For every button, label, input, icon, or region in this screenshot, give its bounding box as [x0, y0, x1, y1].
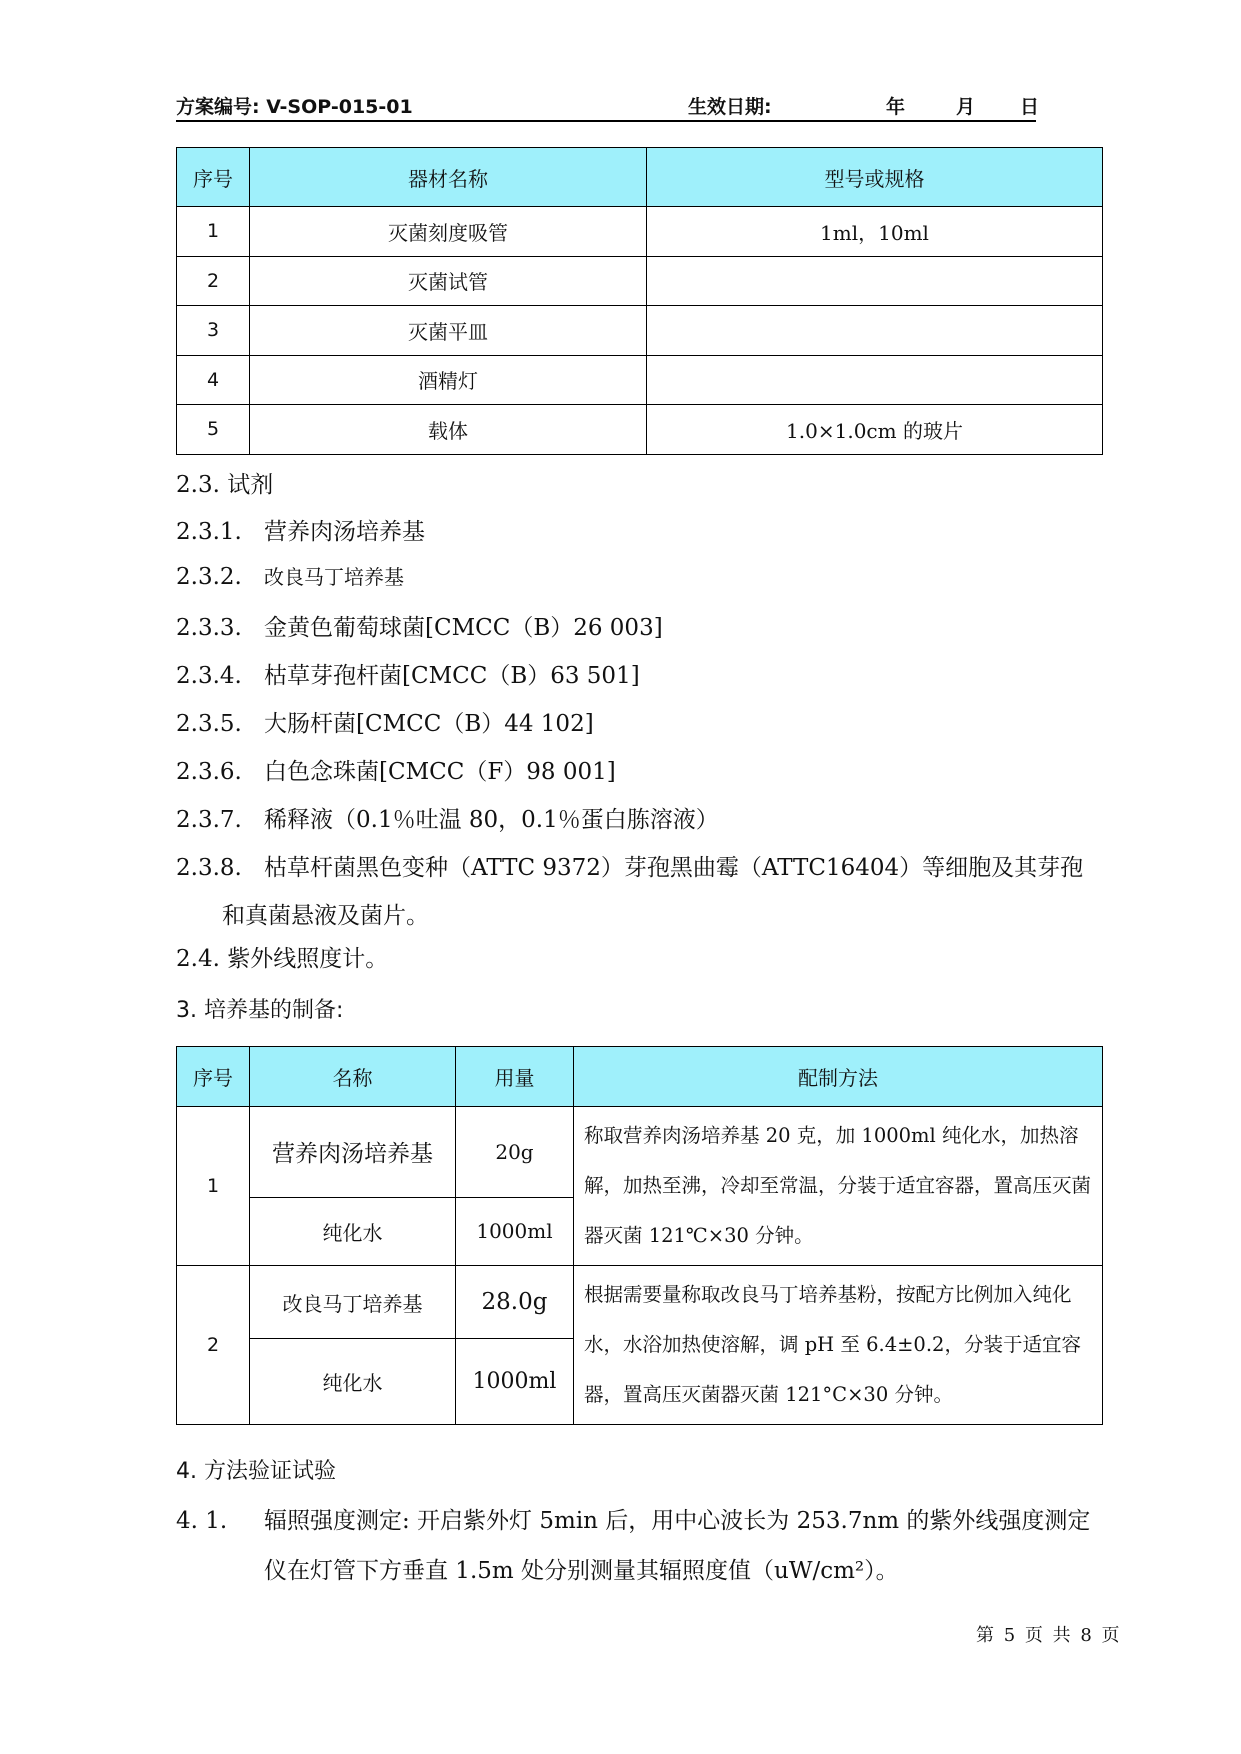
row-spec: 1.0×1.0cm 的玻片: [647, 405, 1103, 455]
row-no: 5: [177, 405, 250, 455]
item-number: 2.3.8.: [176, 855, 242, 881]
table-header-row: [177, 1047, 1103, 1107]
item-text: 枯草杆菌黑色变种（ATTC 9372）芽孢黑曲霉（ATTC16404）等细胞及其芽孢: [264, 855, 1084, 881]
row-name: 灭菌平皿: [250, 306, 647, 356]
col-header-spec: 型号或规格: [647, 148, 1103, 207]
row-no: 3: [177, 306, 250, 356]
list-item-continuation: 仪在灯管下方垂直 1.5m 处分别测量其辐照度值（uW/cm²）。: [264, 1558, 899, 1584]
section-3-title: 3. 培养基的制备:: [176, 998, 344, 1023]
item-number: 2.3.4.: [176, 663, 242, 689]
day-label: 日: [1020, 96, 1040, 118]
page-number: 第 5 页 共 8 页: [976, 1625, 1120, 1646]
item-number: 2.3.1.: [176, 519, 242, 545]
item-amount: 1000ml: [456, 1339, 574, 1425]
table-row: [177, 1266, 1103, 1339]
list-item: [176, 561, 404, 590]
col-header-name: 器材名称: [250, 148, 647, 207]
month-label: 月: [956, 96, 976, 118]
media-preparation-table: [176, 1046, 1103, 1425]
item-number: 2.3.5.: [176, 711, 242, 737]
col-header-method: 配制方法: [574, 1047, 1103, 1107]
item-amount: 28.0g: [456, 1266, 574, 1339]
item-name: 纯化水: [250, 1197, 456, 1265]
item-number: 2.3.3.: [176, 615, 242, 641]
col-header-no: 序号: [177, 148, 250, 207]
table-row: [177, 306, 1103, 356]
section-2-3-title: 2.3. 试剂: [176, 472, 274, 498]
item-text: 营养肉汤培养基: [264, 519, 425, 545]
item-name: 纯化水: [250, 1339, 456, 1425]
item-text: 辐照强度测定: 开启紫外灯 5min 后，用中心波长为 253.7nm 的紫外线强度测定: [264, 1508, 1091, 1534]
item-number: 2.3.6.: [176, 759, 242, 785]
item-number: 4. 1.: [176, 1508, 228, 1534]
item-text: 金黄色葡萄球菌[CMCC（B）26 003]: [264, 615, 663, 641]
list-item: [176, 801, 719, 834]
row-spec: 1ml，10ml: [647, 207, 1103, 257]
col-header-no: 序号: [177, 1047, 250, 1107]
list-item-continuation: 和真菌悬液及菌片。: [222, 903, 429, 929]
row-name: 灭菌刻度吸管: [250, 207, 647, 257]
group-no: 2: [177, 1266, 250, 1425]
item-text: 枯草芽孢杆菌[CMCC（B）63 501]: [264, 663, 640, 689]
table-row: [177, 355, 1103, 405]
group-no: 1: [177, 1107, 250, 1266]
row-no: 1: [177, 207, 250, 257]
row-name: 载体: [250, 405, 647, 455]
row-spec: [647, 256, 1103, 306]
section-2-4: 2.4. 紫外线照度计。: [176, 946, 389, 972]
row-name: 灭菌试管: [250, 256, 647, 306]
table-row: [177, 405, 1103, 455]
effective-date-label: 生效日期:: [688, 96, 772, 118]
row-spec: [647, 355, 1103, 405]
preparation-method: 根据需要量称取改良马丁培养基粉，按配方比例加入纯化水，水浴加热使溶解，调 pH 至 6.4±0.2，分装于适宜容器，置高压灭菌器灭菌 121°C×30 分钟。: [574, 1266, 1103, 1425]
list-item: [176, 849, 1083, 882]
item-text: 稀释液（0.1％吐温 80，0.1％蛋白胨溶液）: [264, 807, 719, 833]
section-4-title: 4. 方法验证试验: [176, 1459, 336, 1484]
col-header-amount: 用量: [456, 1047, 574, 1107]
col-header-name: 名称: [250, 1047, 456, 1107]
list-item: [176, 705, 594, 738]
item-number: 2.3.2.: [176, 564, 242, 590]
item-name: 营养肉汤培养基: [250, 1107, 456, 1198]
item-amount: 20g: [456, 1107, 574, 1198]
page-header: [176, 90, 1040, 122]
plan-number: 方案编号: V-SOP-015-01: [176, 96, 413, 118]
item-text: 白色念珠菌[CMCC（F）98 001]: [264, 759, 616, 785]
table-row: [177, 207, 1103, 257]
table-row: [177, 1107, 1103, 1198]
row-no: 2: [177, 256, 250, 306]
list-item: [176, 513, 425, 546]
row-name: 酒精灯: [250, 355, 647, 405]
item-number: 2.3.7.: [176, 807, 242, 833]
row-no: 4: [177, 355, 250, 405]
row-spec: [647, 306, 1103, 356]
list-item: [176, 609, 663, 642]
table-row: [177, 256, 1103, 306]
list-item: [176, 657, 640, 690]
list-item: [176, 753, 616, 786]
year-label: 年: [886, 96, 906, 118]
item-amount: 1000ml: [456, 1197, 574, 1265]
item-name: 改良马丁培养基: [250, 1266, 456, 1339]
item-text: 改良马丁培养基: [264, 565, 404, 589]
equipment-table: [176, 147, 1103, 455]
item-text: 大肠杆菌[CMCC（B）44 102]: [264, 711, 594, 737]
list-item: [176, 1502, 1090, 1535]
preparation-method: 称取营养肉汤培养基 20 克，加 1000ml 纯化水，加热溶解，加热至沸，冷却至常温，分装于适宜容器，置高压灭菌器灭菌 121℃×30 分钟。: [574, 1107, 1103, 1266]
table-header-row: [177, 148, 1103, 207]
